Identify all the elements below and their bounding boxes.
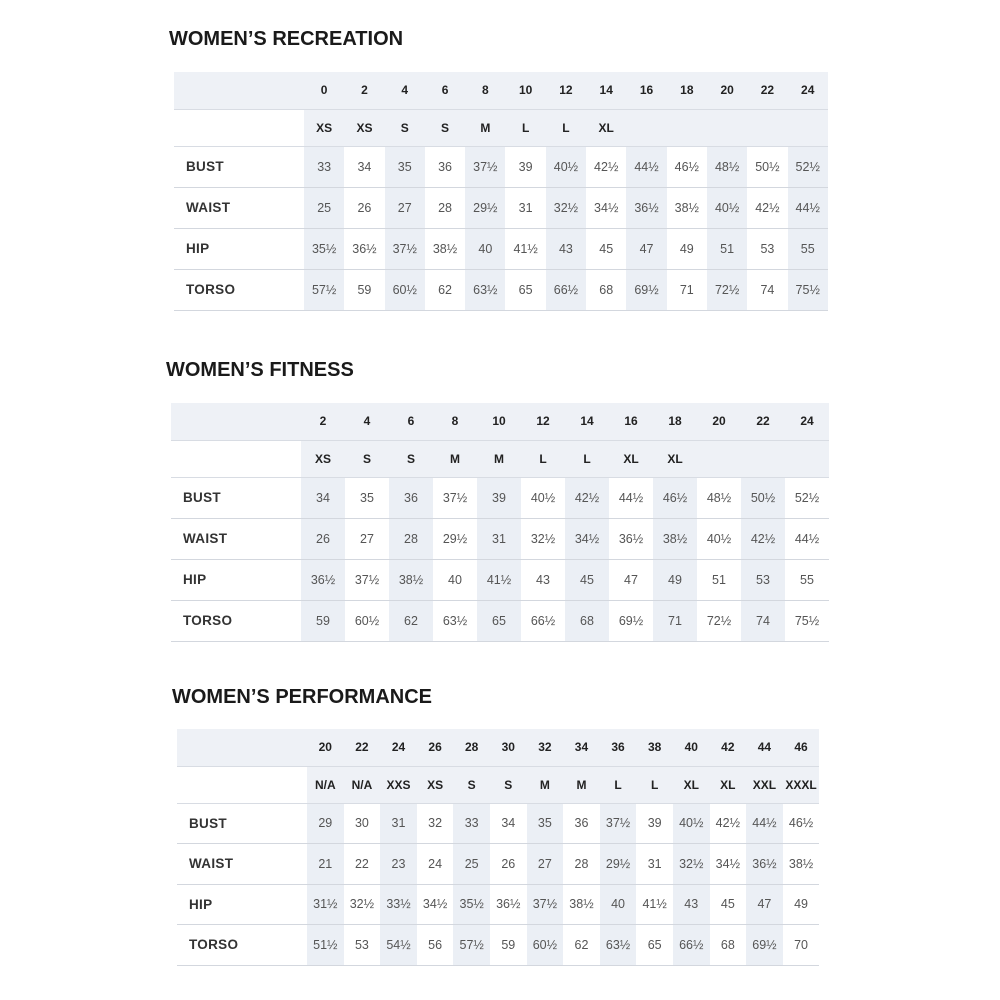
measurement-value: 43 — [673, 884, 710, 925]
measurement-value: 37½ — [433, 477, 477, 518]
measurement-value: 31½ — [307, 884, 344, 925]
measurement-value: 63½ — [433, 600, 477, 641]
header-blank-cell — [177, 729, 307, 766]
measurement-value: 36½ — [626, 187, 666, 228]
size-letter-cell: N/A — [307, 766, 344, 803]
measurement-value: 44½ — [746, 803, 783, 844]
measurement-value: 44½ — [788, 187, 828, 228]
size-number-cell: 20 — [707, 72, 747, 109]
size-letter-cell — [697, 440, 741, 477]
measurement-value: 33 — [304, 146, 344, 187]
size-number-cell: 14 — [586, 72, 626, 109]
measurement-value: 59 — [344, 269, 384, 310]
measurement-value: 51 — [707, 228, 747, 269]
size-letter-row — [174, 109, 828, 146]
measurement-value: 46½ — [667, 146, 707, 187]
measurement-value: 47 — [609, 559, 653, 600]
measurement-label: WAIST — [174, 187, 304, 228]
size-letter-cell: L — [505, 109, 545, 146]
section-title: WOMEN’S RECREATION — [169, 28, 404, 50]
measurement-value: 40½ — [707, 187, 747, 228]
size-number-cell: 12 — [521, 403, 565, 440]
measurement-value: 25 — [304, 187, 344, 228]
measurement-value: 32½ — [546, 187, 586, 228]
measurement-row-hip — [174, 228, 828, 269]
size-number-cell: 10 — [477, 403, 521, 440]
measurement-row-waist — [177, 844, 819, 885]
size-letter-cell: M — [527, 766, 564, 803]
measurement-value: 37½ — [345, 559, 389, 600]
measurement-label: BUST — [171, 477, 301, 518]
measurement-value: 49 — [667, 228, 707, 269]
measurement-value: 70 — [783, 925, 820, 966]
measurement-value: 48½ — [707, 146, 747, 187]
measurement-value: 72½ — [697, 600, 741, 641]
measurement-value: 62 — [389, 600, 433, 641]
size-letter-row — [171, 440, 829, 477]
size-number-cell: 42 — [710, 729, 747, 766]
measurement-value: 65 — [636, 925, 673, 966]
size-letter-cell: XXS — [380, 766, 417, 803]
size-letter-cell: M — [563, 766, 600, 803]
size-number-cell: 20 — [697, 403, 741, 440]
size-letter-cell: L — [546, 109, 586, 146]
size-letter-cell: XS — [417, 766, 454, 803]
section-title: WOMEN’S PERFORMANCE — [172, 686, 432, 708]
measurement-label: TORSO — [174, 269, 304, 310]
measurement-value: 30 — [344, 803, 381, 844]
size-number-cell: 16 — [609, 403, 653, 440]
measurement-value: 35½ — [304, 228, 344, 269]
measurement-value: 32½ — [344, 884, 381, 925]
measurement-value: 74 — [741, 600, 785, 641]
measurement-value: 26 — [490, 844, 527, 885]
measurement-value: 29½ — [433, 518, 477, 559]
measurement-value: 27 — [345, 518, 389, 559]
size-letter-cell: S — [425, 109, 465, 146]
size-number-cell: 30 — [490, 729, 527, 766]
measurement-value: 35 — [345, 477, 389, 518]
measurement-value: 48½ — [697, 477, 741, 518]
measurement-value: 47 — [626, 228, 666, 269]
measurement-value: 32 — [417, 803, 454, 844]
measurement-value: 37½ — [385, 228, 425, 269]
size-letter-cell: S — [490, 766, 527, 803]
measurement-value: 36 — [389, 477, 433, 518]
size-number-cell: 24 — [788, 72, 828, 109]
size-letter-cell: N/A — [344, 766, 381, 803]
measurement-value: 36½ — [344, 228, 384, 269]
measurement-value: 44½ — [626, 146, 666, 187]
size-number-cell: 8 — [465, 72, 505, 109]
size-letter-cell: M — [465, 109, 505, 146]
measurement-value: 27 — [527, 844, 564, 885]
size-chart-table — [174, 72, 828, 311]
size-letter-cell: L — [521, 440, 565, 477]
measurement-value: 29½ — [465, 187, 505, 228]
size-number-cell: 4 — [385, 72, 425, 109]
measurement-value: 41½ — [636, 884, 673, 925]
measurement-value: 31 — [636, 844, 673, 885]
measurement-value: 34 — [344, 146, 384, 187]
measurement-value: 45 — [586, 228, 626, 269]
measurement-value: 34½ — [586, 187, 626, 228]
measurement-value: 60½ — [345, 600, 389, 641]
measurement-value: 44½ — [785, 518, 829, 559]
measurement-label: TORSO — [177, 925, 307, 966]
measurement-value: 55 — [785, 559, 829, 600]
measurement-value: 42½ — [741, 518, 785, 559]
size-number-cell: 32 — [527, 729, 564, 766]
size-number-cell: 2 — [344, 72, 384, 109]
measurement-value: 34½ — [710, 844, 747, 885]
measurement-value: 57½ — [304, 269, 344, 310]
measurement-value: 40½ — [673, 803, 710, 844]
measurement-value: 39 — [477, 477, 521, 518]
measurement-value: 29 — [307, 803, 344, 844]
measurement-value: 66½ — [521, 600, 565, 641]
measurement-label: HIP — [171, 559, 301, 600]
measurement-value: 62 — [563, 925, 600, 966]
measurement-value: 72½ — [707, 269, 747, 310]
measurement-value: 60½ — [385, 269, 425, 310]
measurement-value: 26 — [301, 518, 345, 559]
measurement-value: 40½ — [546, 146, 586, 187]
measurement-value: 33 — [453, 803, 490, 844]
size-number-cell: 20 — [307, 729, 344, 766]
measurement-value: 32½ — [521, 518, 565, 559]
size-letter-cell: M — [433, 440, 477, 477]
measurement-value: 40½ — [521, 477, 565, 518]
size-letter-cell: XL — [586, 109, 626, 146]
size-letter-cell: XXL — [746, 766, 783, 803]
measurement-value: 74 — [747, 269, 787, 310]
measurement-value: 52½ — [788, 146, 828, 187]
header-blank-cell — [177, 766, 307, 803]
measurement-value: 42½ — [586, 146, 626, 187]
size-number-cell: 18 — [667, 72, 707, 109]
size-number-cell: 24 — [785, 403, 829, 440]
size-letter-row — [177, 766, 819, 803]
measurement-value: 50½ — [741, 477, 785, 518]
measurement-value: 59 — [490, 925, 527, 966]
measurement-value: 37½ — [465, 146, 505, 187]
measurement-value: 68 — [586, 269, 626, 310]
size-number-cell: 34 — [563, 729, 600, 766]
size-letter-cell — [747, 109, 787, 146]
size-number-cell: 6 — [425, 72, 465, 109]
measurement-row-bust — [174, 146, 828, 187]
measurement-value: 49 — [783, 884, 820, 925]
measurement-value: 21 — [307, 844, 344, 885]
measurement-row-torso — [177, 925, 819, 966]
measurement-value: 37½ — [600, 803, 637, 844]
measurement-value: 31 — [505, 187, 545, 228]
measurement-value: 51 — [697, 559, 741, 600]
measurement-label: HIP — [177, 884, 307, 925]
measurement-value: 28 — [389, 518, 433, 559]
measurement-value: 39 — [505, 146, 545, 187]
measurement-value: 65 — [505, 269, 545, 310]
measurement-value: 43 — [521, 559, 565, 600]
size-number-row — [174, 72, 828, 109]
measurement-value: 69½ — [626, 269, 666, 310]
measurement-value: 34 — [490, 803, 527, 844]
size-number-cell: 2 — [301, 403, 345, 440]
size-letter-cell: S — [345, 440, 389, 477]
measurement-value: 63½ — [600, 925, 637, 966]
measurement-label: BUST — [174, 146, 304, 187]
size-number-cell: 14 — [565, 403, 609, 440]
size-number-cell: 38 — [636, 729, 673, 766]
measurement-value: 46½ — [653, 477, 697, 518]
measurement-value: 75½ — [788, 269, 828, 310]
size-letter-cell: L — [565, 440, 609, 477]
measurement-value: 28 — [563, 844, 600, 885]
size-number-cell: 22 — [747, 72, 787, 109]
measurement-value: 35½ — [453, 884, 490, 925]
size-number-cell: 44 — [746, 729, 783, 766]
measurement-value: 71 — [653, 600, 697, 641]
measurement-value: 34½ — [565, 518, 609, 559]
measurement-value: 49 — [653, 559, 697, 600]
measurement-value: 69½ — [609, 600, 653, 641]
measurement-value: 25 — [453, 844, 490, 885]
size-number-cell: 18 — [653, 403, 697, 440]
measurement-value: 68 — [565, 600, 609, 641]
size-letter-cell: S — [389, 440, 433, 477]
header-blank-cell — [171, 440, 301, 477]
measurement-value: 42½ — [747, 187, 787, 228]
measurement-value: 23 — [380, 844, 417, 885]
measurement-row-bust — [171, 477, 829, 518]
measurement-value: 63½ — [465, 269, 505, 310]
size-letter-cell: XL — [710, 766, 747, 803]
measurement-label: WAIST — [177, 844, 307, 885]
size-letter-cell: XS — [301, 440, 345, 477]
size-letter-cell — [626, 109, 666, 146]
measurement-value: 66½ — [673, 925, 710, 966]
header-blank-cell — [174, 72, 304, 109]
measurement-value: 40 — [600, 884, 637, 925]
measurement-value: 26 — [344, 187, 384, 228]
measurement-row-torso — [174, 269, 828, 310]
measurement-value: 36½ — [609, 518, 653, 559]
size-letter-cell: L — [636, 766, 673, 803]
measurement-value: 36 — [425, 146, 465, 187]
size-number-cell: 28 — [453, 729, 490, 766]
measurement-value: 40 — [465, 228, 505, 269]
measurement-value: 44½ — [609, 477, 653, 518]
measurement-value: 38½ — [389, 559, 433, 600]
measurement-value: 41½ — [477, 559, 521, 600]
measurement-value: 47 — [746, 884, 783, 925]
size-letter-cell — [667, 109, 707, 146]
size-number-cell: 16 — [626, 72, 666, 109]
size-number-cell: 24 — [380, 729, 417, 766]
size-chart-table — [177, 729, 819, 966]
size-number-cell: 26 — [417, 729, 454, 766]
size-letter-cell: XS — [304, 109, 344, 146]
measurement-value: 60½ — [527, 925, 564, 966]
size-letter-cell — [785, 440, 829, 477]
size-number-cell: 22 — [741, 403, 785, 440]
measurement-value: 35 — [385, 146, 425, 187]
size-number-row — [171, 403, 829, 440]
measurement-value: 45 — [565, 559, 609, 600]
size-letter-cell — [741, 440, 785, 477]
measurement-value: 45 — [710, 884, 747, 925]
measurement-value: 32½ — [673, 844, 710, 885]
measurement-value: 50½ — [747, 146, 787, 187]
measurement-value: 57½ — [453, 925, 490, 966]
measurement-value: 33½ — [380, 884, 417, 925]
measurement-value: 41½ — [505, 228, 545, 269]
measurement-value: 29½ — [600, 844, 637, 885]
measurement-value: 28 — [425, 187, 465, 228]
measurement-row-hip — [171, 559, 829, 600]
measurement-row-bust — [177, 803, 819, 844]
measurement-value: 56 — [417, 925, 454, 966]
measurement-row-waist — [171, 518, 829, 559]
section-title: WOMEN’S FITNESS — [166, 359, 354, 381]
measurement-value: 69½ — [746, 925, 783, 966]
measurement-value: 38½ — [783, 844, 820, 885]
measurement-value: 53 — [344, 925, 381, 966]
measurement-value: 31 — [380, 803, 417, 844]
measurement-value: 53 — [741, 559, 785, 600]
measurement-value: 71 — [667, 269, 707, 310]
size-letter-cell: XS — [344, 109, 384, 146]
measurement-value: 34 — [301, 477, 345, 518]
measurement-value: 51½ — [307, 925, 344, 966]
size-number-cell: 12 — [546, 72, 586, 109]
measurement-value: 40 — [433, 559, 477, 600]
size-letter-cell: XL — [609, 440, 653, 477]
size-number-row — [177, 729, 819, 766]
measurement-row-torso — [171, 600, 829, 641]
measurement-value: 42½ — [565, 477, 609, 518]
measurement-value: 38½ — [667, 187, 707, 228]
measurement-value: 36½ — [301, 559, 345, 600]
size-letter-cell — [707, 109, 747, 146]
size-number-cell: 4 — [345, 403, 389, 440]
size-number-cell: 8 — [433, 403, 477, 440]
size-number-cell: 36 — [600, 729, 637, 766]
header-blank-cell — [174, 109, 304, 146]
measurement-value: 43 — [546, 228, 586, 269]
measurement-value: 68 — [710, 925, 747, 966]
measurement-label: HIP — [174, 228, 304, 269]
measurement-row-waist — [174, 187, 828, 228]
size-letter-cell — [788, 109, 828, 146]
size-number-cell: 10 — [505, 72, 545, 109]
size-number-cell: 22 — [344, 729, 381, 766]
measurement-value: 55 — [788, 228, 828, 269]
size-letter-cell: L — [600, 766, 637, 803]
size-chart-table — [171, 403, 829, 642]
size-number-cell: 46 — [783, 729, 820, 766]
header-blank-cell — [171, 403, 301, 440]
measurement-value: 36½ — [490, 884, 527, 925]
measurement-value: 34½ — [417, 884, 454, 925]
measurement-value: 36½ — [746, 844, 783, 885]
measurement-value: 31 — [477, 518, 521, 559]
size-number-cell: 0 — [304, 72, 344, 109]
measurement-value: 39 — [636, 803, 673, 844]
size-letter-cell: XL — [673, 766, 710, 803]
size-letter-cell: S — [385, 109, 425, 146]
measurement-value: 37½ — [527, 884, 564, 925]
measurement-value: 66½ — [546, 269, 586, 310]
size-letter-cell: S — [453, 766, 490, 803]
measurement-value: 24 — [417, 844, 454, 885]
measurement-value: 46½ — [783, 803, 820, 844]
measurement-value: 42½ — [710, 803, 747, 844]
measurement-label: WAIST — [171, 518, 301, 559]
measurement-value: 53 — [747, 228, 787, 269]
measurement-value: 52½ — [785, 477, 829, 518]
measurement-value: 38½ — [653, 518, 697, 559]
measurement-value: 65 — [477, 600, 521, 641]
measurement-label: BUST — [177, 803, 307, 844]
measurement-row-hip — [177, 884, 819, 925]
measurement-value: 36 — [563, 803, 600, 844]
measurement-value: 22 — [344, 844, 381, 885]
measurement-value: 40½ — [697, 518, 741, 559]
size-number-cell: 6 — [389, 403, 433, 440]
size-number-cell: 40 — [673, 729, 710, 766]
size-letter-cell: M — [477, 440, 521, 477]
measurement-value: 62 — [425, 269, 465, 310]
measurement-value: 27 — [385, 187, 425, 228]
measurement-value: 35 — [527, 803, 564, 844]
measurement-label: TORSO — [171, 600, 301, 641]
measurement-value: 54½ — [380, 925, 417, 966]
measurement-value: 75½ — [785, 600, 829, 641]
measurement-value: 38½ — [425, 228, 465, 269]
size-letter-cell: XXXL — [783, 766, 820, 803]
measurement-value: 38½ — [563, 884, 600, 925]
size-letter-cell: XL — [653, 440, 697, 477]
measurement-value: 59 — [301, 600, 345, 641]
